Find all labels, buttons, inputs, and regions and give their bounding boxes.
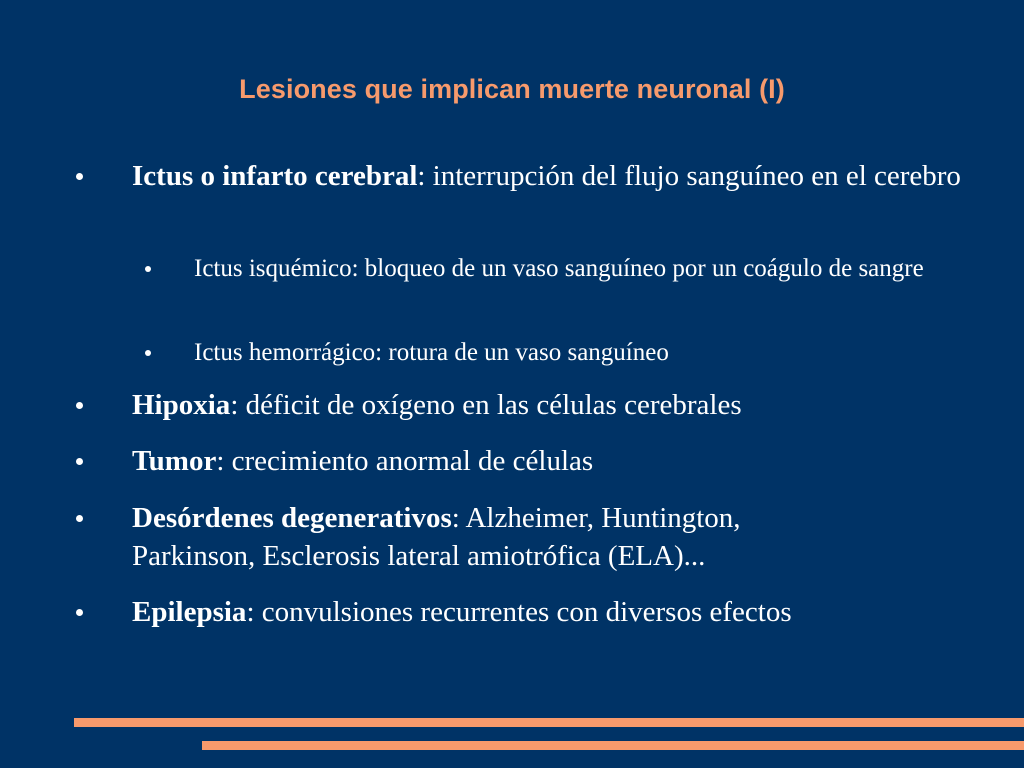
item-text: : interrupción del flujo sanguíneo en el cerebro xyxy=(417,160,961,192)
decorative-bar-bottom xyxy=(202,741,1024,750)
sub-item-ictus-isquemico xyxy=(194,252,962,286)
slide-title: Lesiones que implican muerte neuronal (I) xyxy=(239,74,785,104)
bullet-icon xyxy=(76,515,83,522)
bullet-icon xyxy=(76,173,83,180)
item-term: Hipoxia xyxy=(132,389,231,421)
item-term: Tumor xyxy=(132,445,217,477)
item-text: : crecimiento anormal de células xyxy=(216,445,594,477)
sub-item-ictus-hemorragico xyxy=(194,336,962,370)
bullet-icon xyxy=(76,458,83,465)
bullet-icon xyxy=(76,402,83,409)
item-term: Desórdenes degenerativos xyxy=(132,502,452,534)
item-text: : Alzheimer, Huntington, Parkinson, Esclerosis lateral amiotrófica (ELA)... xyxy=(132,502,741,572)
list-item-epilepsia xyxy=(132,593,964,631)
sub-item-text: Ictus isquémico: bloqueo de un vaso sanguíneo por un coágulo de sangre xyxy=(194,255,924,282)
item-text: : convulsiones recurrentes con diversos efectos xyxy=(246,596,792,628)
list-item-ictus xyxy=(132,157,964,195)
list-item-desordenes xyxy=(132,499,852,575)
item-text: : déficit de oxígeno en las células cerebrales xyxy=(230,389,742,421)
item-term: Epilepsia xyxy=(132,596,247,628)
bullet-icon xyxy=(145,350,151,356)
decorative-bar-top xyxy=(74,718,1024,727)
item-term: Ictus o infarto cerebral xyxy=(132,160,418,192)
bullet-icon xyxy=(76,609,83,616)
sub-item-text: Ictus hemorrágico: rotura de un vaso sanguíneo xyxy=(194,339,669,366)
list-item-hipoxia xyxy=(132,386,964,424)
list-item-tumor xyxy=(132,442,964,480)
bullet-icon xyxy=(145,266,151,272)
